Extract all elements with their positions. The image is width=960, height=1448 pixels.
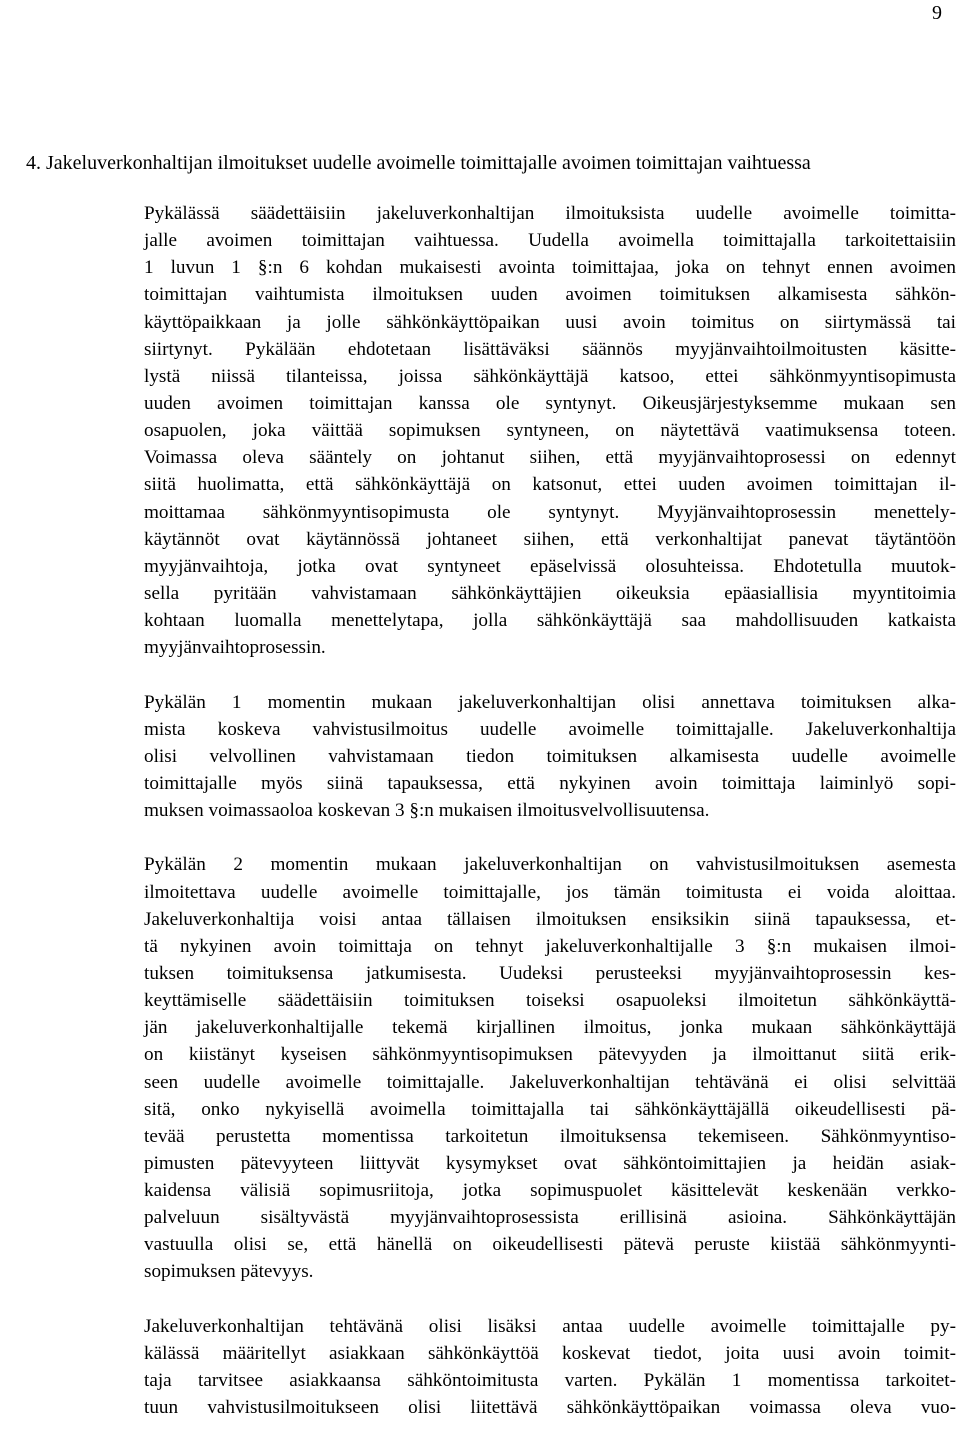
text-line: siitä huolimatta, että sähkönkäyttäjä on katsonut, ettei uuden avoimen toimittajan il- xyxy=(144,474,956,496)
text-line: olisi velvollinen vahvistamaan tiedon toimituksen alkamisesta uudelle avoimelle xyxy=(144,745,956,767)
text-line: Voimassa oleva sääntely on johtanut siihen, että myyjänvaihtoprosessi on edennyt xyxy=(144,447,956,469)
text-line: tevää perustetta momentissa tarkoitetun ilmoituksensa tekemiseen. Sähkönmyyntiso- xyxy=(144,1125,956,1147)
text-line: osapuolen, joka väittää sopimuksen syntyneen, on näytettävä vaatimuksensa toteen. xyxy=(144,420,956,442)
paragraph xyxy=(144,200,956,661)
text-line: pimusten pätevyyteen liittyvät kysymykset ovat sähköntoimittajien ja heidän asiak- xyxy=(144,1152,956,1174)
section-title: . Jakeluverkonhaltijan ilmoitukset uudelle avoimelle toimittajalle avoimen toimittajan vaihtuessa xyxy=(36,152,811,174)
text-line: sopimuksen pätevyys. xyxy=(144,1261,314,1283)
text-line: toimittajan vaihtumista ilmoituksen uuden avoimen toimituksen alkamisesta sähkön- xyxy=(144,284,956,306)
text-line: uuden avoimen toimittajan kanssa ole syntynyt. Oikeusjärjestyksemme mukaan sen xyxy=(144,392,956,414)
text-line: muksen voimassaoloa koskevan 3 §:n mukaisen ilmoitusvelvollisuutensa. xyxy=(144,800,710,822)
text-line: mista koskeva vahvistusilmoitus uudelle avoimelle toimittajalle. Jakeluverkonhaltija xyxy=(144,718,956,740)
text-line: Pykälän 1 momentin mukaan jakeluverkonhaltijan olisi annettava toimituksen alka- xyxy=(144,691,956,713)
text-line: jalle avoimen toimittajan vaihtuessa. Uudella avoimella toimittajalla tarkoitettaisiin xyxy=(144,230,956,252)
text-line: keyttämiselle säädettäisiin toimituksen toiseksi osapuoleksi ilmoitetun sähkönkäyttä- xyxy=(144,990,956,1012)
paragraph xyxy=(144,689,956,825)
text-line: tä nykyinen avoin toimittaja on tehnyt jakeluverkonhaltijalle 3 §:n mukaisen ilmoi- xyxy=(144,935,956,957)
text-line: 1 luvun 1 §:n 6 kohdan mukaisesti avointa toimittajaa, joka on tehnyt ennen avoimen xyxy=(144,257,956,279)
page-number: 9 xyxy=(932,2,942,24)
text-line: myyjänvaihtoprosessin. xyxy=(144,637,326,659)
text-line: moittamaa sähkönmyyntisopimusta ole syntynyt. Myyjänvaihtoprosessin menettely- xyxy=(144,501,956,523)
text-line: jän jakeluverkonhaltijalle tekemä kirjallinen ilmoitus, jonka mukaan sähkönkäyttäjä xyxy=(144,1017,956,1039)
text-line: Pykälässä säädettäisiin jakeluverkonhaltijan ilmoituksista uudelle avoimelle toimitta- xyxy=(144,203,956,224)
text-line: ilmoitettava uudelle avoimelle toimittajalle, jos tämän toimitusta ei voida aloittaa. xyxy=(144,881,956,903)
paragraph xyxy=(144,1313,956,1422)
text-line: lystä niissä tilanteissa, joissa sähkönkäyttäjä katsoo, ettei sähkönmyyntisopimusta xyxy=(144,365,956,387)
text-line: tuksen toimituksensa jatkumisesta. Uudeksi perusteeksi myyjänvaihtoprosessin kes- xyxy=(144,962,956,984)
text-line: käyttöpaikkaan ja jolle sähkönkäyttöpaikan uusi avoin toimitus on siirtymässä tai xyxy=(144,311,956,333)
text-line: siirtynyt. Pykälään ehdotetaan lisättäväksi säännös myyjänvaihtoilmoitusten käsitte- xyxy=(144,338,956,360)
text-line: sitä, onko nykyisellä avoimella toimittajalla tai sähkönkäyttäjällä oikeudellisesti pä- xyxy=(144,1098,956,1120)
section-number: 4 xyxy=(26,152,36,174)
text-line: Pykälän 2 momentin mukaan jakeluverkonhaltijan on vahvistusilmoituksen asemesta xyxy=(144,854,956,876)
text-line: kälässä määritellyt asiakkaan sähkönkäyttöä koskevat tiedot, joita uusi avoin toimit- xyxy=(144,1342,956,1364)
text-line: seen uudelle avoimelle toimittajalle. Jakeluverkonhaltijan tehtävänä ei olisi selvittää xyxy=(144,1071,956,1093)
text-line: Jakeluverkonhaltijan tehtävänä olisi lisäksi antaa uudelle avoimelle toimittajalle py- xyxy=(144,1315,956,1337)
text-line: kaidensa välisiä sopimusriitoja, jotka sopimuspuolet käsittelevät keskenään verkko- xyxy=(144,1180,956,1202)
text-line: toimittajalle myös siinä tapauksessa, että nykyinen avoin toimittaja laiminlyö sopi- xyxy=(144,772,956,794)
text-line: käytännöt ovat käytännössä johtaneet siihen, että verkonhaltijat panevat täytäntöön xyxy=(144,528,956,550)
text-line: Jakeluverkonhaltija voisi antaa tällaisen ilmoituksen ensiksikin siinä tapauksessa, et- xyxy=(144,908,956,930)
text-line: kohtaan luomalla menettelytapa, jolla sähkönkäyttäjä saa mahdollisuuden katkaista xyxy=(144,610,956,632)
text-line: tuun vahvistusilmoitukseen olisi liitettävä sähkönkäyttöpaikan voimassa oleva vuo- xyxy=(144,1397,956,1419)
text-line: vastuulla olisi se, että hänellä on oikeudellisesti pätevä peruste kiistää sähkönmyynti- xyxy=(144,1234,956,1256)
document-body xyxy=(144,200,956,1448)
text-line: on kiistänyt kyseisen sähkönmyyntisopimuksen pätevyyden ja ilmoittanut siitä erik- xyxy=(144,1044,956,1066)
text-line: taja tarvitsee asiakkaansa sähköntoimitusta varten. Pykälän 1 momentissa tarkoitet- xyxy=(144,1370,956,1392)
paragraph xyxy=(144,851,956,1285)
text-line: sella pyritään vahvistamaan sähkönkäyttäjien oikeuksia epäasiallisia myyntitoimia xyxy=(144,582,956,604)
text-line: myyjänvaihtoja, jotka ovat syntyneet epäselvissä olosuhteissa. Ehdotetulla muutok- xyxy=(144,555,956,577)
text-line: palveluun sisältyvästä myyjänvaihtoprosessista erillisinä asioina. Sähkönkäyttäjän xyxy=(144,1207,956,1229)
